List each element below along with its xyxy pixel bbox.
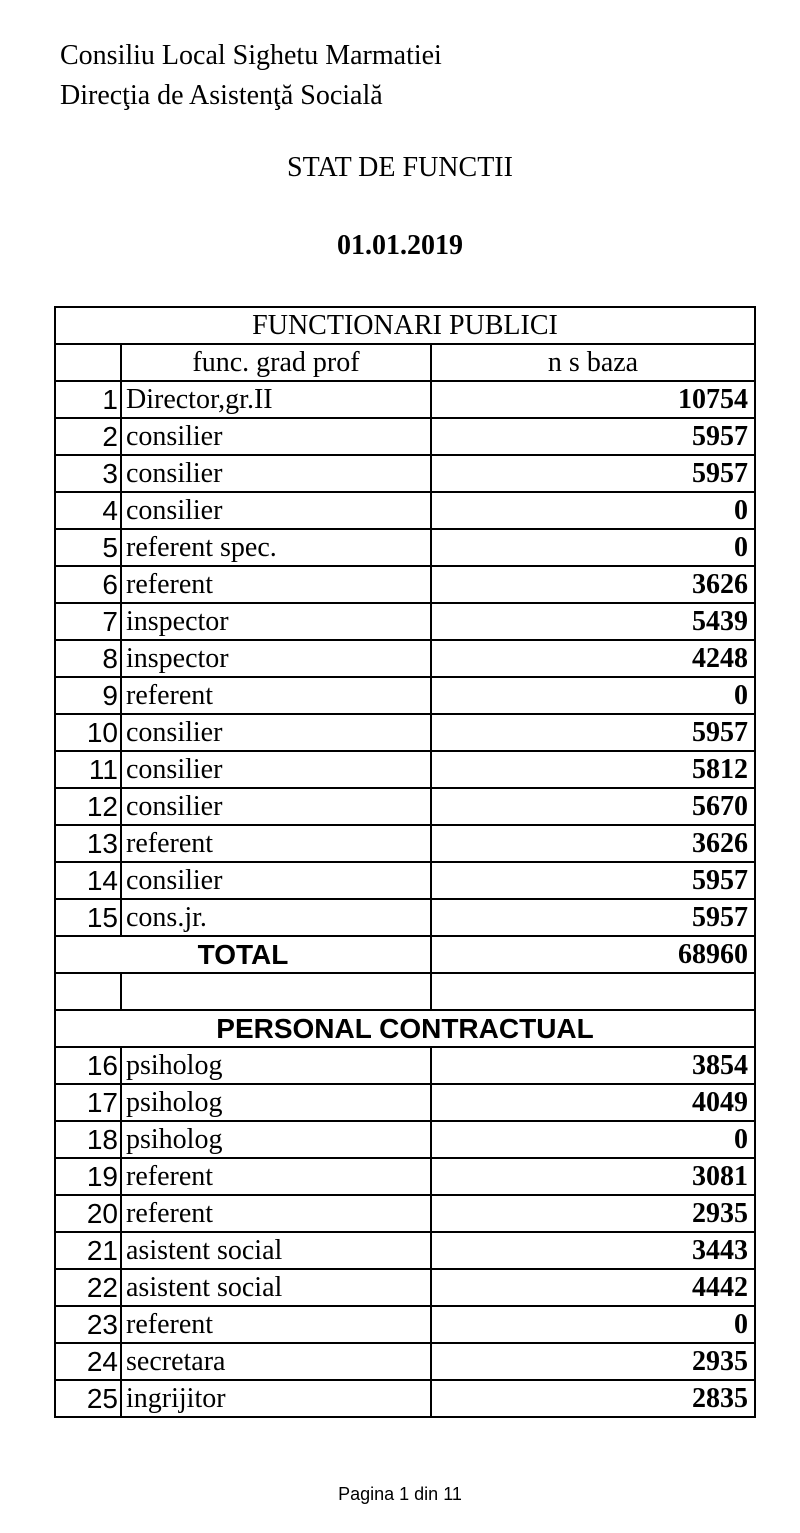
- row-salary: 2935: [431, 1343, 755, 1380]
- row-number: 11: [55, 751, 121, 788]
- row-number: 7: [55, 603, 121, 640]
- section2-title-row: [55, 1010, 755, 1047]
- row-number: 18: [55, 1121, 121, 1158]
- row-function: consilier: [121, 492, 431, 529]
- row-number: 24: [55, 1343, 121, 1380]
- row-function: referent: [121, 1195, 431, 1232]
- row-function: consilier: [121, 751, 431, 788]
- table-row: [55, 1343, 755, 1380]
- row-salary: 4442: [431, 1269, 755, 1306]
- row-function: psiholog: [121, 1121, 431, 1158]
- row-function: referent: [121, 1306, 431, 1343]
- row-salary: 3081: [431, 1158, 755, 1195]
- row-number: 10: [55, 714, 121, 751]
- row-number: 15: [55, 899, 121, 936]
- row-number: 1: [55, 381, 121, 418]
- section2-title: PERSONAL CONTRACTUAL: [55, 1010, 755, 1047]
- table-row: [55, 862, 755, 899]
- row-number: 14: [55, 862, 121, 899]
- row-salary: 0: [431, 492, 755, 529]
- row-number: 23: [55, 1306, 121, 1343]
- document-title: STAT DE FUNCTII: [287, 152, 513, 183]
- row-function: psiholog: [121, 1084, 431, 1121]
- row-function: consilier: [121, 788, 431, 825]
- total-label: TOTAL: [55, 936, 431, 973]
- row-function: inspector: [121, 603, 431, 640]
- row-salary: 0: [431, 1306, 755, 1343]
- row-number: 8: [55, 640, 121, 677]
- row-salary: 5957: [431, 455, 755, 492]
- row-salary: 0: [431, 529, 755, 566]
- table-row: [55, 1158, 755, 1195]
- row-number: 4: [55, 492, 121, 529]
- header-council: Consiliu Local Sighetu Marmatiei: [60, 40, 442, 71]
- table-row: [55, 788, 755, 825]
- row-salary: 5670: [431, 788, 755, 825]
- row-salary: 5957: [431, 714, 755, 751]
- table-row: [55, 603, 755, 640]
- positions-table-body: [55, 307, 755, 1417]
- document-date: 01.01.2019: [337, 230, 463, 261]
- column-header-number: [55, 344, 121, 381]
- page-footer: Pagina 1 din 11: [338, 1484, 462, 1504]
- row-number: 20: [55, 1195, 121, 1232]
- table-row: [55, 1269, 755, 1306]
- row-salary: 5812: [431, 751, 755, 788]
- row-function: Director,gr.II: [121, 381, 431, 418]
- table-row: [55, 714, 755, 751]
- table-row: [55, 455, 755, 492]
- row-salary: 5957: [431, 862, 755, 899]
- row-salary: 0: [431, 677, 755, 714]
- row-salary: 5957: [431, 418, 755, 455]
- table-row: [55, 418, 755, 455]
- row-function: referent: [121, 677, 431, 714]
- total-row: [55, 936, 755, 973]
- column-header-row: [55, 344, 755, 381]
- table-row: [55, 751, 755, 788]
- row-salary: 5957: [431, 899, 755, 936]
- column-header-function: func. grad prof: [121, 344, 431, 381]
- table-row: [55, 492, 755, 529]
- blank-cell: [55, 973, 121, 1010]
- header-directorate: Direcţia de Asistenţă Socială: [60, 80, 383, 111]
- table-row: [55, 1232, 755, 1269]
- row-function: cons.jr.: [121, 899, 431, 936]
- row-function: referent: [121, 825, 431, 862]
- row-function: ingrijitor: [121, 1380, 431, 1417]
- row-number: 25: [55, 1380, 121, 1417]
- row-number: 22: [55, 1269, 121, 1306]
- row-salary: 4049: [431, 1084, 755, 1121]
- section1-title-row: [55, 307, 755, 344]
- row-function: asistent social: [121, 1269, 431, 1306]
- table-row: [55, 1195, 755, 1232]
- row-number: 21: [55, 1232, 121, 1269]
- row-salary: 2835: [431, 1380, 755, 1417]
- row-salary: 0: [431, 1121, 755, 1158]
- table-row: [55, 566, 755, 603]
- row-number: 6: [55, 566, 121, 603]
- row-number: 17: [55, 1084, 121, 1121]
- row-number: 9: [55, 677, 121, 714]
- row-number: 13: [55, 825, 121, 862]
- row-salary: 3626: [431, 825, 755, 862]
- row-salary: 5439: [431, 603, 755, 640]
- row-function: psiholog: [121, 1047, 431, 1084]
- row-function: referent spec.: [121, 529, 431, 566]
- row-function: consilier: [121, 714, 431, 751]
- row-number: 2: [55, 418, 121, 455]
- table-row: [55, 1084, 755, 1121]
- row-salary: 3854: [431, 1047, 755, 1084]
- row-function: referent: [121, 566, 431, 603]
- row-function: secretara: [121, 1343, 431, 1380]
- row-number: 12: [55, 788, 121, 825]
- row-number: 5: [55, 529, 121, 566]
- row-function: consilier: [121, 862, 431, 899]
- column-header-salary: n s baza: [431, 344, 755, 381]
- table-row: [55, 640, 755, 677]
- row-salary: 2935: [431, 1195, 755, 1232]
- table-row: [55, 677, 755, 714]
- table-row: [55, 529, 755, 566]
- section1-title: FUNCTIONARI PUBLICI: [55, 307, 755, 344]
- row-function: consilier: [121, 418, 431, 455]
- row-salary: 4248: [431, 640, 755, 677]
- row-function: consilier: [121, 455, 431, 492]
- table-row: [55, 1306, 755, 1343]
- total-value: 68960: [431, 936, 755, 973]
- row-number: 16: [55, 1047, 121, 1084]
- document-header: [60, 36, 442, 116]
- table-row: [55, 1380, 755, 1417]
- row-number: 19: [55, 1158, 121, 1195]
- table-row: [55, 899, 755, 936]
- row-number: 3: [55, 455, 121, 492]
- row-salary: 3626: [431, 566, 755, 603]
- table-row: [55, 1047, 755, 1084]
- row-salary: 10754: [431, 381, 755, 418]
- table-row: [55, 1121, 755, 1158]
- table-row: [55, 825, 755, 862]
- row-function: asistent social: [121, 1232, 431, 1269]
- table-row: [55, 381, 755, 418]
- blank-cell: [431, 973, 755, 1010]
- row-function: inspector: [121, 640, 431, 677]
- row-salary: 3443: [431, 1232, 755, 1269]
- blank-row: [55, 973, 755, 1010]
- blank-cell: [121, 973, 431, 1010]
- row-function: referent: [121, 1158, 431, 1195]
- positions-table: [54, 306, 756, 1418]
